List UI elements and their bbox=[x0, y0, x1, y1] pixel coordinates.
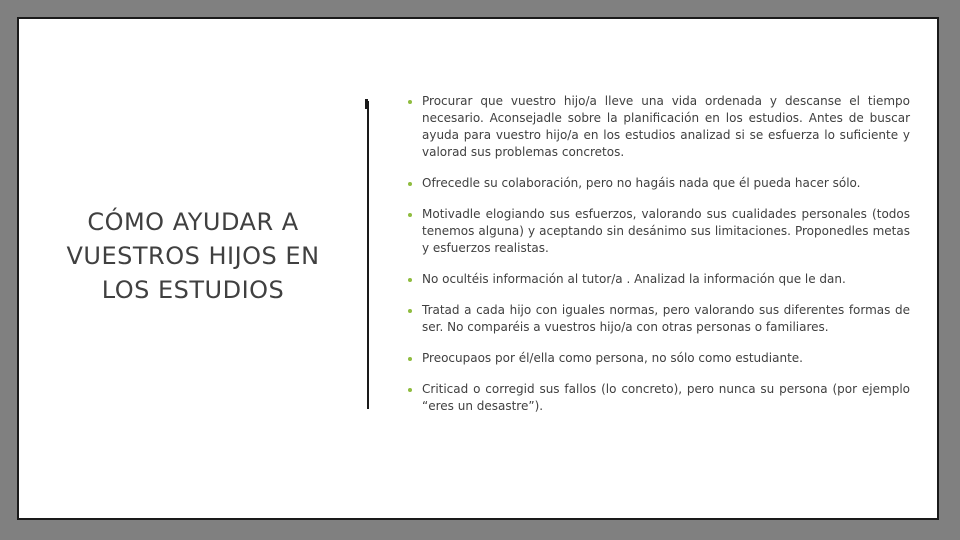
slide-title: CÓMO AYUDAR A VUESTROS HIJOS EN LOS ESTUDIOS bbox=[66, 208, 320, 304]
bullet-dot-icon bbox=[408, 213, 412, 217]
bullet-text: Tratad a cada hijo con iguales normas, pero valorando sus diferentes formas de ser. No comparéis a vuestros hijo/a con otras personas o familiares. bbox=[422, 303, 910, 334]
slide bbox=[17, 17, 939, 520]
bullet-list bbox=[402, 93, 910, 429]
bullet-dot-icon bbox=[408, 309, 412, 313]
bullet-dot-icon bbox=[408, 100, 412, 104]
bullet-item bbox=[402, 175, 910, 192]
bullet-text: Preocupaos por él/ella como persona, no sólo como estudiante. bbox=[422, 351, 803, 365]
bullet-dot-icon bbox=[408, 357, 412, 361]
bullet-item bbox=[402, 206, 910, 257]
vertical-divider bbox=[367, 101, 369, 409]
bullet-dot-icon bbox=[408, 278, 412, 282]
bullet-dot-icon bbox=[408, 388, 412, 392]
bullet-item bbox=[402, 350, 910, 367]
bullet-text: Ofrecedle su colaboración, pero no hagáis nada que él pueda hacer sólo. bbox=[422, 176, 861, 190]
bullet-item bbox=[402, 271, 910, 288]
bullet-item bbox=[402, 93, 910, 161]
bullet-text: Criticad o corregid sus fallos (lo concreto), pero nunca su persona (por ejemplo “eres un desastre”). bbox=[422, 382, 910, 413]
bullet-item bbox=[402, 302, 910, 336]
bullet-text: Procurar que vuestro hijo/a lleve una vida ordenada y descanse el tiempo necesario. Aconsejadle sobre la planificación en los estudios. Antes de buscar ayuda para vuestro hijo/a en los estudios analizad si se esfuerza lo suficiente y valorad sus problemas concretos. bbox=[422, 94, 910, 159]
bullet-dot-icon bbox=[408, 182, 412, 186]
bullet-item bbox=[402, 381, 910, 415]
bullet-text: No ocultéis información al tutor/a . Analizad la información que le dan. bbox=[422, 272, 846, 286]
bullet-text: Motivadle elogiando sus esfuerzos, valorando sus cualidades personales (todos tenemos alguna) y aceptando sin desánimo sus limitaciones. Proponedles metas y esfuerzos realistas. bbox=[422, 207, 910, 255]
